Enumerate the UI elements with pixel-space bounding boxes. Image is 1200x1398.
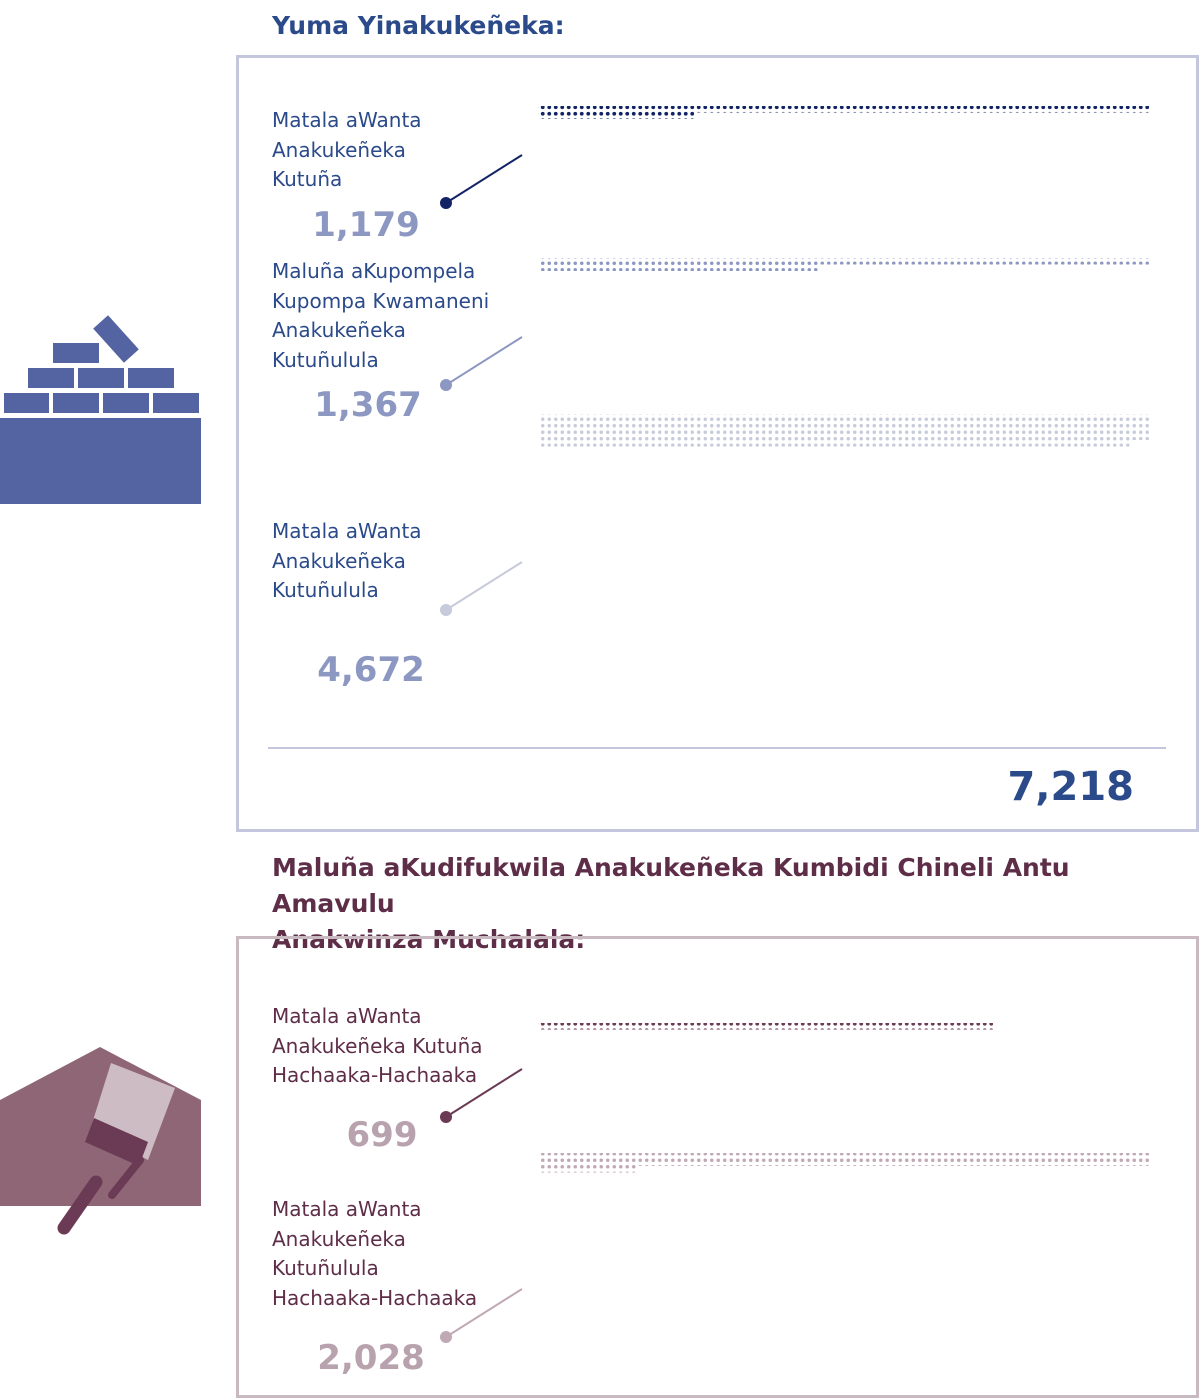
section-title-repairs-line-1: Maluña aKudifukwila Anakukeñeka Kumbidi Chineli Antu Amavulu xyxy=(272,853,1070,918)
bar-5-full-rows xyxy=(538,1153,1149,1166)
bar-label-2-line-4: Kutuñulula xyxy=(272,347,379,372)
bar-label-1-line-3: Kutuña xyxy=(272,167,343,191)
bar-label-2-line-2: Kupompa Kwamaneni xyxy=(272,288,490,313)
bar-label-4-line-2: Anakukeñeka Kutuña xyxy=(272,1033,483,1058)
bar-2-partial-row xyxy=(538,265,818,272)
leader-line-2 xyxy=(446,337,522,385)
bar-value-4: 699 xyxy=(346,1115,418,1155)
bar-label-2-line-3: Anakukeñeka xyxy=(272,318,406,342)
bar-2 xyxy=(538,258,1149,271)
bar-label-5-line-3: Kutuñulula xyxy=(272,1256,379,1280)
bar-5-partial-row xyxy=(538,1166,636,1173)
bar-value-3: 4,672 xyxy=(317,650,425,690)
bar-4 xyxy=(538,1023,993,1030)
leader-dot-2 xyxy=(440,379,452,391)
bar-label-3-line-3: Kutuñulula xyxy=(272,578,379,602)
bar-3-full-rows xyxy=(538,414,1149,440)
bar-label-1-line-1: Matala aWanta xyxy=(272,108,422,132)
leader-dot-5 xyxy=(440,1331,452,1343)
bar-3-partial-row xyxy=(538,440,1130,447)
bar-5 xyxy=(538,1153,1149,1173)
bar-label-1-line-2: Anakukeñeka xyxy=(272,137,406,162)
bar-4-partial-row xyxy=(538,1023,993,1030)
bar-label-2-line-1: Maluña aKupompela xyxy=(272,259,476,283)
bar-value-5: 2,028 xyxy=(317,1338,425,1378)
leader-line-4 xyxy=(446,1069,522,1117)
bar-1-partial-row xyxy=(538,113,694,120)
section-title-housing: Yuma Yinakukeñeka: xyxy=(272,11,565,40)
bar-label-5-line-4: Hachaaka-Hachaaka xyxy=(272,1285,478,1310)
bar-label-3-line-1: Matala aWanta xyxy=(272,519,422,543)
bar-value-2: 1,367 xyxy=(314,385,422,425)
section-title-repairs-line-2: Anakwinza Muchalala: xyxy=(272,925,586,954)
bar-label-4-line-3: Hachaaka-Hachaaka xyxy=(272,1063,478,1087)
total-value: 7,218 xyxy=(1007,764,1134,810)
leader-line-1 xyxy=(446,155,522,203)
leader-dot-3 xyxy=(440,604,452,616)
bar-label-4-line-1: Matala aWanta xyxy=(272,1004,422,1028)
bar-label-3-line-2: Anakukeñeka xyxy=(272,548,406,573)
bar-value-1: 1,179 xyxy=(312,205,420,245)
leader-line-5 xyxy=(446,1289,522,1337)
leader-dot-1 xyxy=(440,197,452,209)
paint-roller-house-icon xyxy=(0,1047,201,1228)
leader-line-3 xyxy=(446,562,522,610)
chart-marks xyxy=(440,106,1149,1343)
leader-dot-4 xyxy=(440,1111,452,1123)
bar-1 xyxy=(538,106,1149,119)
bar-label-5-line-1: Matala aWanta xyxy=(272,1197,422,1221)
bar-3 xyxy=(538,414,1149,447)
brick-wall-icon xyxy=(0,315,201,504)
bar-2-full-rows xyxy=(538,258,1149,265)
bar-label-5-line-2: Anakukeñeka xyxy=(272,1226,406,1251)
bar-1-full-rows xyxy=(538,106,1149,113)
